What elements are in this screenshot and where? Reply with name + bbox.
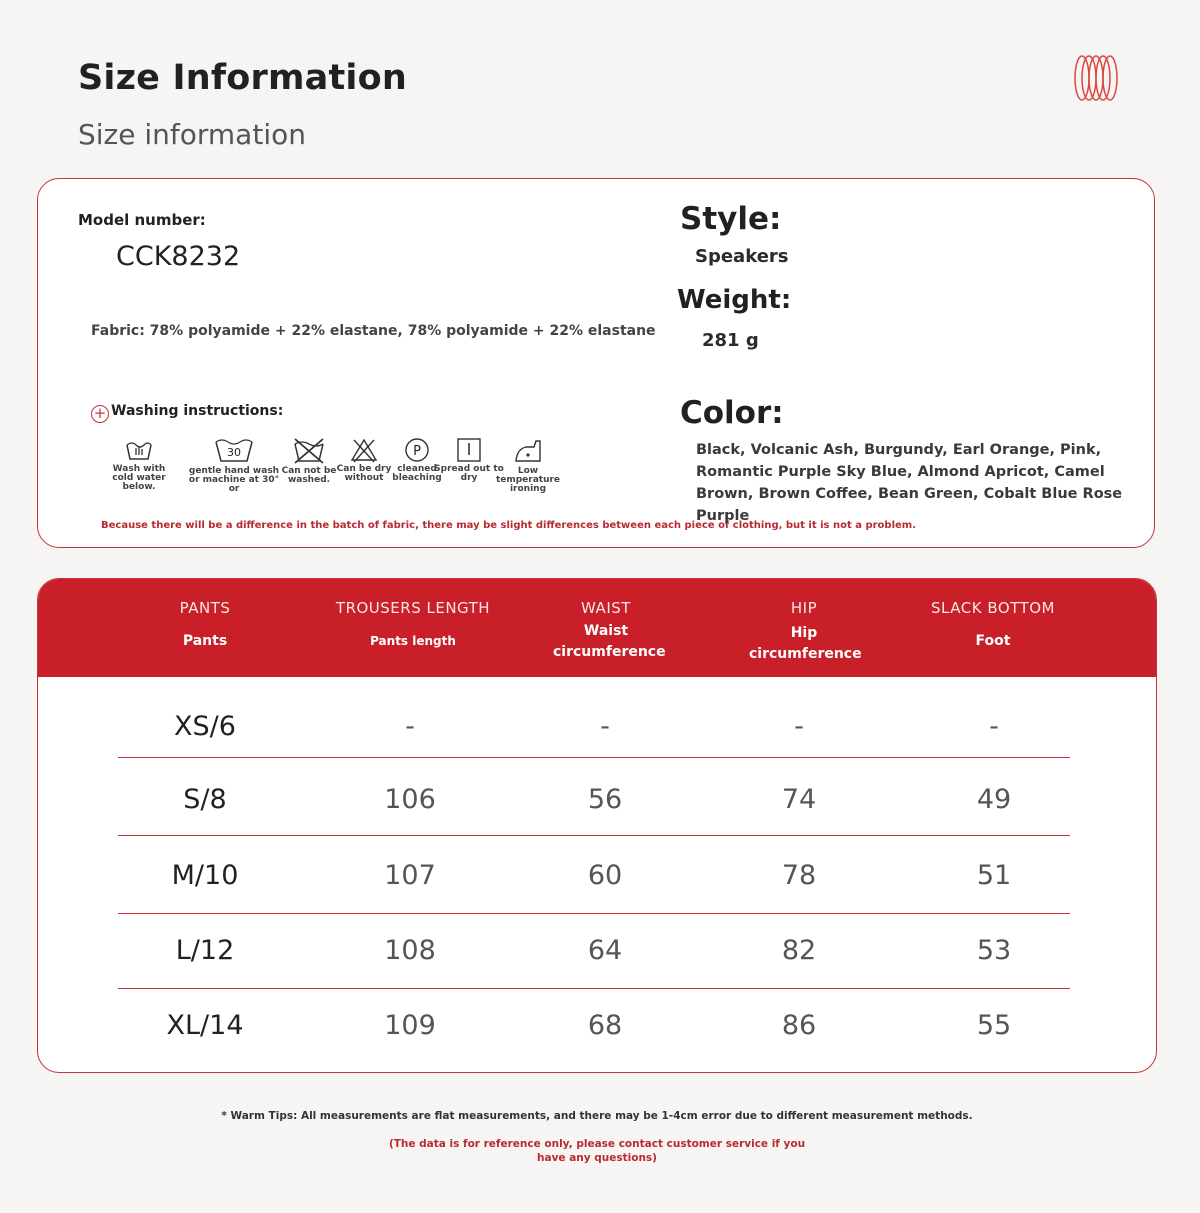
size-table-card	[37, 578, 1157, 1073]
care-item-machine-wash	[186, 437, 282, 494]
rings-icon	[1070, 52, 1122, 104]
column-header-sub: Pants	[182, 633, 228, 649]
foot-cell: 53	[976, 935, 1012, 966]
care-text: Can be dry without	[336, 464, 392, 483]
style-label: Style:	[680, 201, 782, 237]
reference-note-line1: (The data is for reference only, please contact customer service if you	[388, 1138, 806, 1150]
do-not-wash-icon	[292, 437, 326, 465]
fabric-disclaimer: Because there will be a difference in the batch of fabric, there may be slight differences between each piece of clothing, but it is not a problem.	[101, 520, 916, 531]
row-divider	[118, 835, 1070, 836]
model-number-label: Model number:	[78, 211, 206, 229]
column-header-en: SLACK BOTTOM	[931, 599, 1055, 617]
no-bleach-icon	[349, 437, 379, 463]
column-header-en: WAIST	[581, 599, 631, 617]
color-label: Color:	[680, 395, 784, 431]
hip-cell: 86	[781, 1010, 817, 1041]
length-cell: 108	[384, 935, 436, 966]
size-cell: S/8	[183, 784, 227, 815]
hand-wash-icon	[124, 437, 154, 463]
length-cell: 107	[384, 860, 436, 891]
row-divider	[118, 757, 1070, 758]
waist-cell: 68	[587, 1010, 623, 1041]
column-header-en: HIP	[790, 599, 818, 617]
column-header-sub: Pants length	[370, 634, 456, 648]
length-cell: 109	[384, 1010, 436, 1041]
column-header-en: PANTS	[179, 599, 231, 617]
washing-instructions-label: Washing instructions:	[111, 403, 284, 419]
warm-tips: * Warm Tips: All measurements are flat measurements, and there may be 1-4cm error due to different measurement methods.	[221, 1110, 973, 1122]
column-header-waist	[508, 599, 704, 663]
foot-cell: -	[989, 711, 999, 742]
care-item-low-iron	[493, 437, 563, 494]
dry-clean-p-icon	[403, 437, 431, 463]
size-cell: XS/6	[174, 711, 236, 742]
size-cell: M/10	[171, 860, 239, 891]
color-list: Black, Volcanic Ash, Burgundy, Earl Orange, Pink, Romantic Purple Sky Blue, Almond Apricot, Camel Brown, Brown Coffee, Bean Green, Cobalt Blue Rose Purple	[696, 442, 1123, 524]
waist-cell: 64	[587, 935, 623, 966]
table-row	[118, 838, 1070, 913]
fabric-composition: Fabric: 78% polyamide + 22% elastane, 78% polyamide + 22% elastane	[91, 323, 656, 339]
column-header-sub: Hip circumference	[749, 625, 862, 662]
model-number-value: CCK8232	[116, 241, 241, 272]
line-dry-icon	[455, 437, 483, 463]
care-text: cleaned bleaching	[392, 464, 442, 483]
column-header-slack-bottom	[893, 599, 1093, 652]
column-header-sub: Foot	[975, 633, 1011, 649]
page-subtitle: Size information	[78, 118, 306, 151]
table-row	[118, 762, 1070, 837]
low-iron-icon	[512, 437, 544, 465]
reference-note	[0, 1137, 1194, 1165]
hip-cell: 82	[781, 935, 817, 966]
column-header-hip	[704, 599, 904, 665]
weight-label: Weight:	[677, 285, 792, 315]
dry-clean-letter: P	[413, 444, 421, 459]
length-cell: 106	[384, 784, 436, 815]
care-item-hand-wash	[104, 437, 174, 492]
column-header-pants	[105, 599, 305, 652]
length-cell: -	[405, 711, 415, 742]
wash-temp-text: 30	[227, 446, 241, 459]
size-cell: L/12	[175, 935, 235, 966]
care-text: Low temperature ironing	[495, 466, 561, 494]
plus-icon: +	[91, 405, 109, 423]
care-text: Spread out to dry	[434, 464, 504, 483]
hip-cell: -	[794, 711, 804, 742]
style-value: Speakers	[695, 246, 789, 267]
page-title: Size Information	[78, 58, 407, 98]
column-header-en: TROUSERS LENGTH	[335, 599, 491, 617]
table-row	[118, 988, 1070, 1063]
machine-wash-30-icon	[213, 437, 255, 465]
column-header-length	[313, 599, 513, 652]
care-text: gentle hand wash or machine at 30° or	[188, 466, 280, 494]
care-text: Wash with cold water below.	[112, 464, 166, 492]
product-info-card	[37, 178, 1155, 548]
foot-cell: 55	[976, 1010, 1012, 1041]
waist-cell: 60	[587, 860, 623, 891]
table-header	[38, 579, 1156, 677]
hip-cell: 78	[781, 860, 817, 891]
waist-cell: 56	[587, 784, 623, 815]
reference-note-line2: have any questions)	[537, 1152, 657, 1164]
size-cell: XL/14	[166, 1010, 244, 1041]
weight-value: 281 g	[702, 330, 759, 351]
care-text: Can not be washed.	[281, 466, 337, 485]
hip-cell: 74	[781, 784, 817, 815]
table-row	[118, 913, 1070, 988]
column-header-sub: Waist circumference	[553, 623, 666, 660]
table-row	[118, 689, 1070, 764]
foot-cell: 49	[976, 784, 1012, 815]
waist-cell: -	[600, 711, 610, 742]
foot-cell: 51	[976, 860, 1012, 891]
